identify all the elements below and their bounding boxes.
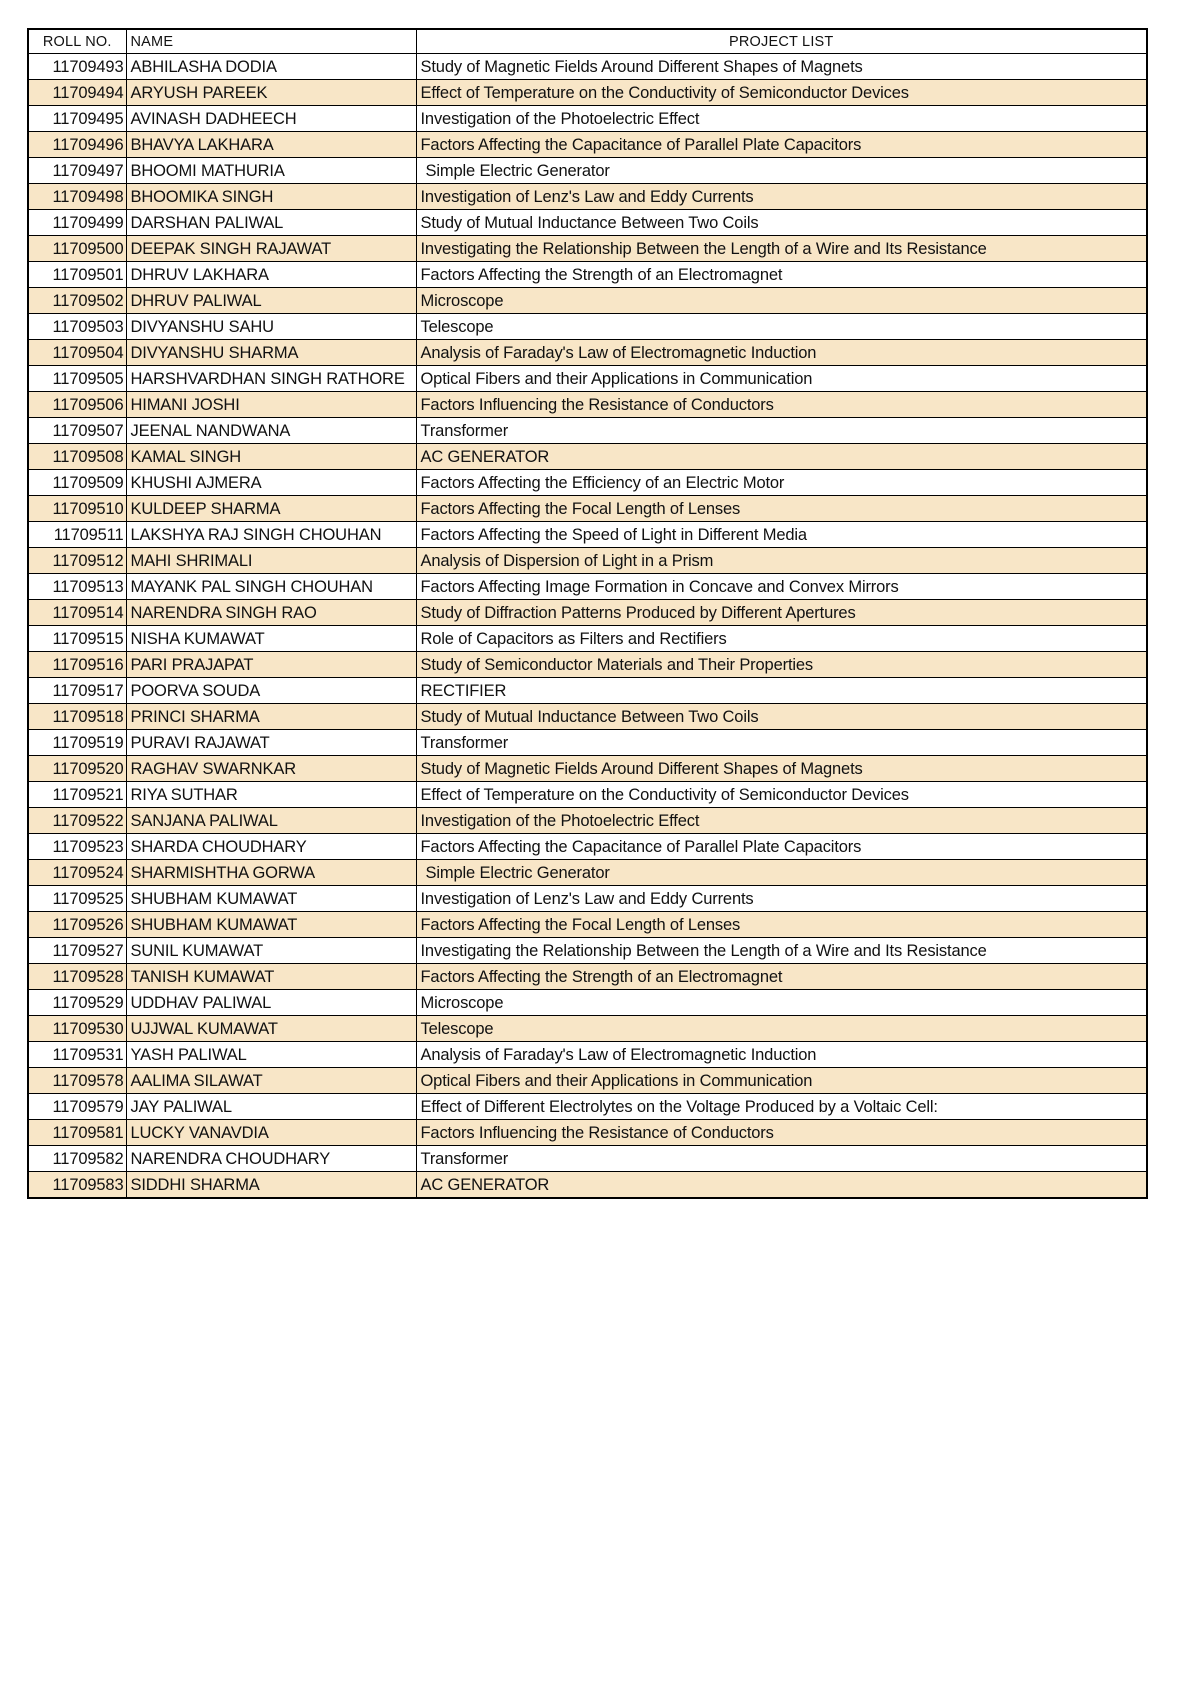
project-title-cell: Effect of Temperature on the Conductivity of Semiconductor Devices — [416, 782, 1147, 808]
student-name-cell: SIDDHI SHARMA — [126, 1172, 416, 1199]
table-row — [28, 158, 1147, 184]
project-title-cell: Transformer — [416, 730, 1147, 756]
table-row — [28, 1016, 1147, 1042]
project-title-cell: Simple Electric Generator — [416, 860, 1147, 886]
student-name-cell: NARENDRA CHOUDHARY — [126, 1146, 416, 1172]
project-title-cell: Investigating the Relationship Between the Length of a Wire and Its Resistance — [416, 938, 1147, 964]
roll-number-cell: 11709515 — [28, 626, 126, 652]
student-name-cell: UDDHAV PALIWAL — [126, 990, 416, 1016]
roll-number-cell: 11709519 — [28, 730, 126, 756]
roll-number-cell: 11709583 — [28, 1172, 126, 1199]
table-row — [28, 782, 1147, 808]
table-row — [28, 808, 1147, 834]
student-name-cell: KULDEEP SHARMA — [126, 496, 416, 522]
project-title-cell: Effect of Different Electrolytes on the Voltage Produced by a Voltaic Cell: — [416, 1094, 1147, 1120]
project-title-cell: Study of Mutual Inductance Between Two Coils — [416, 704, 1147, 730]
project-title-cell: Optical Fibers and their Applications in Communication — [416, 1068, 1147, 1094]
table-row — [28, 938, 1147, 964]
roll-number-cell: 11709578 — [28, 1068, 126, 1094]
roll-number-cell: 11709523 — [28, 834, 126, 860]
table-row — [28, 80, 1147, 106]
roll-number-cell: 11709508 — [28, 444, 126, 470]
student-name-cell: DIVYANSHU SAHU — [126, 314, 416, 340]
project-list-header: PROJECT LIST — [416, 29, 1147, 54]
roll-number-cell: 11709497 — [28, 158, 126, 184]
table-row — [28, 262, 1147, 288]
project-title-cell: Investigating the Relationship Between the Length of a Wire and Its Resistance — [416, 236, 1147, 262]
student-name-cell: UJJWAL KUMAWAT — [126, 1016, 416, 1042]
project-title-cell: Simple Electric Generator — [416, 158, 1147, 184]
project-title-cell: Microscope — [416, 990, 1147, 1016]
roll-number-cell: 11709494 — [28, 80, 126, 106]
project-title-cell: Study of Magnetic Fields Around Different Shapes of Magnets — [416, 756, 1147, 782]
student-name-cell: LAKSHYA RAJ SINGH CHOUHAN — [126, 522, 416, 548]
project-title-cell: Role of Capacitors as Filters and Rectifiers — [416, 626, 1147, 652]
project-title-cell: Factors Affecting the Capacitance of Parallel Plate Capacitors — [416, 132, 1147, 158]
student-name-cell: JAY PALIWAL — [126, 1094, 416, 1120]
table-row — [28, 834, 1147, 860]
table-row — [28, 418, 1147, 444]
table-body — [28, 54, 1147, 1199]
roll-number-cell: 11709505 — [28, 366, 126, 392]
project-title-cell: Analysis of Dispersion of Light in a Prism — [416, 548, 1147, 574]
project-title-cell: Factors Affecting the Focal Length of Lenses — [416, 912, 1147, 938]
student-name-cell: SHARMISHTHA GORWA — [126, 860, 416, 886]
name-header: NAME — [126, 29, 416, 54]
project-title-cell: Study of Magnetic Fields Around Different Shapes of Magnets — [416, 54, 1147, 80]
table-row — [28, 574, 1147, 600]
table-row — [28, 54, 1147, 80]
roll-number-cell: 11709526 — [28, 912, 126, 938]
roll-number-cell: 11709500 — [28, 236, 126, 262]
student-name-cell: LUCKY VANAVDIA — [126, 1120, 416, 1146]
table-row — [28, 1068, 1147, 1094]
project-list-table — [27, 28, 1148, 1199]
project-title-cell: Telescope — [416, 1016, 1147, 1042]
project-title-cell: Transformer — [416, 1146, 1147, 1172]
roll-number-cell: 11709511 — [28, 522, 126, 548]
table-row — [28, 964, 1147, 990]
student-name-cell: BHOOMI MATHURIA — [126, 158, 416, 184]
student-name-cell: BHAVYA LAKHARA — [126, 132, 416, 158]
table-row — [28, 314, 1147, 340]
student-name-cell: SUNIL KUMAWAT — [126, 938, 416, 964]
roll-number-cell: 11709529 — [28, 990, 126, 1016]
student-name-cell: HIMANI JOSHI — [126, 392, 416, 418]
student-name-cell: NARENDRA SINGH RAO — [126, 600, 416, 626]
student-name-cell: PURAVI RAJAWAT — [126, 730, 416, 756]
student-name-cell: DIVYANSHU SHARMA — [126, 340, 416, 366]
table-row — [28, 1146, 1147, 1172]
roll-number-cell: 11709582 — [28, 1146, 126, 1172]
student-name-cell: KHUSHI AJMERA — [126, 470, 416, 496]
student-name-cell: SHARDA CHOUDHARY — [126, 834, 416, 860]
table-row — [28, 886, 1147, 912]
roll-number-cell: 11709498 — [28, 184, 126, 210]
table-row — [28, 1172, 1147, 1199]
project-title-cell: Analysis of Faraday's Law of Electromagnetic Induction — [416, 340, 1147, 366]
project-title-cell: Study of Diffraction Patterns Produced by Different Apertures — [416, 600, 1147, 626]
table-row — [28, 912, 1147, 938]
student-name-cell: RIYA SUTHAR — [126, 782, 416, 808]
table-row — [28, 106, 1147, 132]
roll-number-cell: 11709527 — [28, 938, 126, 964]
project-title-cell: Factors Influencing the Resistance of Conductors — [416, 392, 1147, 418]
table-row — [28, 392, 1147, 418]
table-row — [28, 210, 1147, 236]
project-title-cell: Analysis of Faraday's Law of Electromagnetic Induction — [416, 1042, 1147, 1068]
table-row — [28, 626, 1147, 652]
roll-number-cell: 11709516 — [28, 652, 126, 678]
table-row — [28, 1120, 1147, 1146]
roll-number-cell: 11709514 — [28, 600, 126, 626]
project-title-cell: Factors Affecting the Strength of an Electromagnet — [416, 964, 1147, 990]
student-name-cell: SHUBHAM KUMAWAT — [126, 912, 416, 938]
header-row — [28, 29, 1147, 54]
table-row — [28, 1094, 1147, 1120]
project-title-cell: AC GENERATOR — [416, 444, 1147, 470]
project-title-cell: Factors Affecting the Capacitance of Parallel Plate Capacitors — [416, 834, 1147, 860]
project-title-cell: Transformer — [416, 418, 1147, 444]
roll-number-cell: 11709499 — [28, 210, 126, 236]
roll-number-cell: 11709507 — [28, 418, 126, 444]
student-name-cell: NISHA KUMAWAT — [126, 626, 416, 652]
student-name-cell: ABHILASHA DODIA — [126, 54, 416, 80]
project-title-cell: Investigation of the Photoelectric Effect — [416, 106, 1147, 132]
project-title-cell: Optical Fibers and their Applications in Communication — [416, 366, 1147, 392]
student-name-cell: KAMAL SINGH — [126, 444, 416, 470]
table-row — [28, 366, 1147, 392]
student-name-cell: TANISH KUMAWAT — [126, 964, 416, 990]
table-row — [28, 990, 1147, 1016]
table-row — [28, 652, 1147, 678]
roll-number-cell: 11709518 — [28, 704, 126, 730]
student-name-cell: DHRUV LAKHARA — [126, 262, 416, 288]
roll-number-cell: 11709503 — [28, 314, 126, 340]
table-row — [28, 496, 1147, 522]
project-title-cell: Factors Influencing the Resistance of Conductors — [416, 1120, 1147, 1146]
table-row — [28, 548, 1147, 574]
roll-number-cell: 11709525 — [28, 886, 126, 912]
roll-number-cell: 11709501 — [28, 262, 126, 288]
table-row — [28, 756, 1147, 782]
student-name-cell: RAGHAV SWARNKAR — [126, 756, 416, 782]
student-name-cell: POORVA SOUDA — [126, 678, 416, 704]
student-name-cell: SANJANA PALIWAL — [126, 808, 416, 834]
roll-number-cell: 11709510 — [28, 496, 126, 522]
student-name-cell: PARI PRAJAPAT — [126, 652, 416, 678]
table-row — [28, 678, 1147, 704]
roll-number-header: ROLL NO. — [28, 29, 126, 54]
roll-number-cell: 11709504 — [28, 340, 126, 366]
project-title-cell: Microscope — [416, 288, 1147, 314]
roll-number-cell: 11709522 — [28, 808, 126, 834]
student-name-cell: AVINASH DADHEECH — [126, 106, 416, 132]
roll-number-cell: 11709524 — [28, 860, 126, 886]
student-name-cell: YASH PALIWAL — [126, 1042, 416, 1068]
student-name-cell: BHOOMIKA SINGH — [126, 184, 416, 210]
roll-number-cell: 11709512 — [28, 548, 126, 574]
roll-number-cell: 11709531 — [28, 1042, 126, 1068]
student-name-cell: MAHI SHRIMALI — [126, 548, 416, 574]
table-row — [28, 860, 1147, 886]
table-row — [28, 340, 1147, 366]
project-title-cell: Factors Affecting the Strength of an Electromagnet — [416, 262, 1147, 288]
table-row — [28, 730, 1147, 756]
project-title-cell: Investigation of the Photoelectric Effect — [416, 808, 1147, 834]
student-name-cell: MAYANK PAL SINGH CHOUHAN — [126, 574, 416, 600]
table-row — [28, 236, 1147, 262]
table-row — [28, 470, 1147, 496]
roll-number-cell: 11709581 — [28, 1120, 126, 1146]
student-name-cell: DHRUV PALIWAL — [126, 288, 416, 314]
table-row — [28, 184, 1147, 210]
table-row — [28, 522, 1147, 548]
table-header — [28, 29, 1147, 54]
roll-number-cell: 11709528 — [28, 964, 126, 990]
roll-number-cell: 11709506 — [28, 392, 126, 418]
roll-number-cell: 11709521 — [28, 782, 126, 808]
table-row — [28, 1042, 1147, 1068]
project-title-cell: Factors Affecting the Efficiency of an Electric Motor — [416, 470, 1147, 496]
student-name-cell: HARSHVARDHAN SINGH RATHORE — [126, 366, 416, 392]
roll-number-cell: 11709495 — [28, 106, 126, 132]
roll-number-cell: 11709496 — [28, 132, 126, 158]
project-title-cell: Study of Semiconductor Materials and Their Properties — [416, 652, 1147, 678]
project-title-cell: RECTIFIER — [416, 678, 1147, 704]
student-name-cell: DEEPAK SINGH RAJAWAT — [126, 236, 416, 262]
project-title-cell: Effect of Temperature on the Conductivity of Semiconductor Devices — [416, 80, 1147, 106]
project-title-cell: Investigation of Lenz's Law and Eddy Currents — [416, 886, 1147, 912]
project-title-cell: Investigation of Lenz's Law and Eddy Currents — [416, 184, 1147, 210]
table-row — [28, 132, 1147, 158]
student-name-cell: AALIMA SILAWAT — [126, 1068, 416, 1094]
student-name-cell: JEENAL NANDWANA — [126, 418, 416, 444]
table-row — [28, 600, 1147, 626]
roll-number-cell: 11709513 — [28, 574, 126, 600]
roll-number-cell: 11709509 — [28, 470, 126, 496]
table-row — [28, 444, 1147, 470]
roll-number-cell: 11709520 — [28, 756, 126, 782]
project-title-cell: Factors Affecting Image Formation in Concave and Convex Mirrors — [416, 574, 1147, 600]
project-title-cell: Factors Affecting the Focal Length of Lenses — [416, 496, 1147, 522]
roll-number-cell: 11709517 — [28, 678, 126, 704]
project-title-cell: Telescope — [416, 314, 1147, 340]
student-name-cell: DARSHAN PALIWAL — [126, 210, 416, 236]
table-row — [28, 704, 1147, 730]
project-title-cell: Factors Affecting the Speed of Light in Different Media — [416, 522, 1147, 548]
project-title-cell: AC GENERATOR — [416, 1172, 1147, 1199]
student-name-cell: PRINCI SHARMA — [126, 704, 416, 730]
table-row — [28, 288, 1147, 314]
roll-number-cell: 11709530 — [28, 1016, 126, 1042]
roll-number-cell: 11709493 — [28, 54, 126, 80]
student-name-cell: ARYUSH PAREEK — [126, 80, 416, 106]
project-title-cell: Study of Mutual Inductance Between Two Coils — [416, 210, 1147, 236]
student-name-cell: SHUBHAM KUMAWAT — [126, 886, 416, 912]
roll-number-cell: 11709579 — [28, 1094, 126, 1120]
roll-number-cell: 11709502 — [28, 288, 126, 314]
